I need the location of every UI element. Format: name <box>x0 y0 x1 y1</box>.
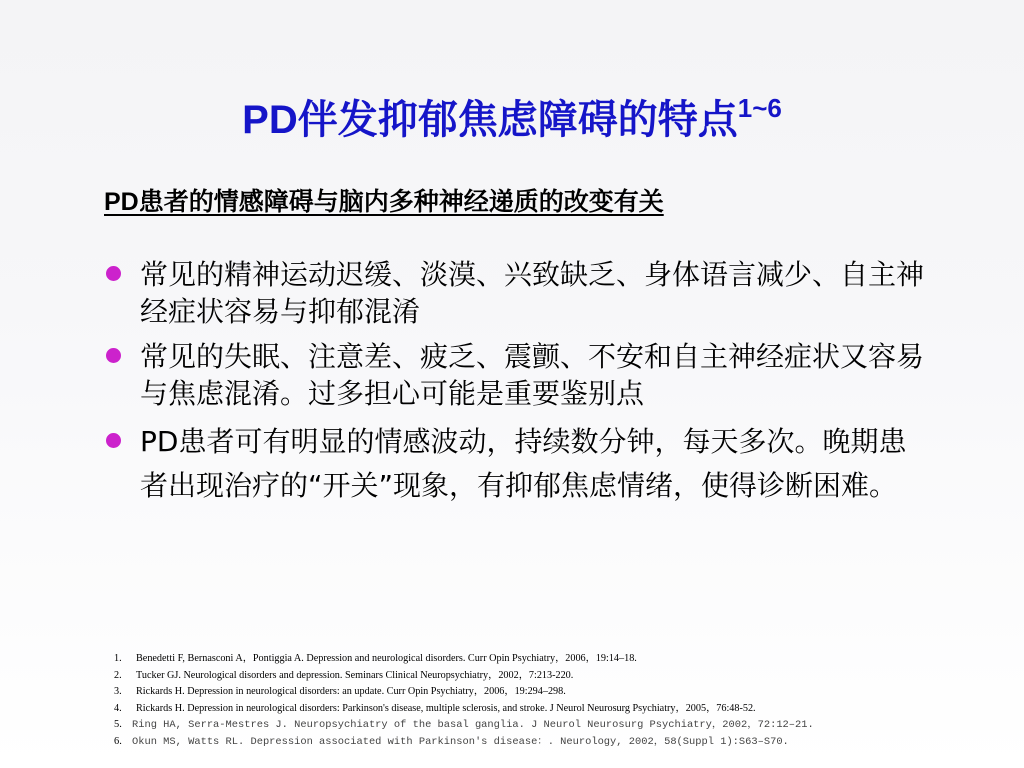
reference-text: Ring HA, Serra-Mestres J. Neuropsychiatry of the basal ganglia. J Neurol Neurosurg Psychiatry，2002，72:12–21. <box>132 719 814 732</box>
bullet-item <box>104 338 934 412</box>
reference-number: 3. <box>114 686 122 698</box>
bullet-item <box>104 256 934 330</box>
reference-number: 2. <box>114 669 122 681</box>
slide-title-text: PD伴发抑郁焦虑障碍的特点 <box>242 98 738 142</box>
reference-text: Okun MS, Watts RL. Depression associated with Parkinson's disease：. Neurology, 2002，58(Suppl 1):S63–S70. <box>132 735 789 748</box>
reference-number: 6. <box>114 735 122 747</box>
reference-list <box>114 651 1004 751</box>
reference-number: 4. <box>114 702 122 714</box>
reference-text: Rickards H. Depression in neurological disorders: an update. Curr Opin Psychiatry，2006，19:294–298. <box>136 686 566 698</box>
reference-text: Tucker GJ. Neurological disorders and depression. Seminars Clinical Neuropsychiatry，2002，7:213-220. <box>136 669 574 681</box>
slide-subtitle: PD患者的情感障碍与脑内多种神经递质的改变有关 <box>104 188 664 216</box>
bullet-dot-icon <box>106 433 121 448</box>
bullet-dot-icon <box>106 348 121 363</box>
title-citation-superscript: 1~6 <box>737 93 782 123</box>
reference-item <box>114 668 1004 685</box>
bullet-list <box>104 256 934 516</box>
bullet-text: PD患者可有明显的情感波动，持续数分钟，每天多次。晚期患者出现治疗的“开关”现象，有抑郁焦虑情绪，使得诊断困难。 <box>140 425 907 502</box>
reference-item <box>114 651 1004 668</box>
reference-text: Benedetti F, Bernasconi A，Pontiggia A. Depression and neurological disorders. Curr Opin Psychiatry，2006，19:14–18. <box>136 653 637 664</box>
reference-item <box>114 717 1004 734</box>
reference-number: 1. <box>114 653 122 664</box>
reference-number: 5. <box>114 719 122 731</box>
bullet-text: 常见的精神运动迟缓、淡漠、兴致缺乏、身体语言减少、自主神经症状容易与抑郁混淆 <box>140 258 925 328</box>
reference-item <box>114 734 1004 751</box>
reference-item <box>114 701 1004 718</box>
slide-title <box>0 78 1024 150</box>
bullet-text: 常见的失眠、注意差、疲乏、震颤、不安和自主神经症状又容易与焦虑混淆。过多担心可能是重要鉴别点 <box>140 340 925 410</box>
reference-item <box>114 684 1004 701</box>
bullet-dot-icon <box>106 266 121 281</box>
reference-text: Rickards H. Depression in neurological disorders: Parkinson's disease, multiple sclerosis, and stroke. J Neurol Neurosurg Psychiatry，2005，76:48-52. <box>136 702 756 714</box>
bullet-item <box>104 420 934 508</box>
